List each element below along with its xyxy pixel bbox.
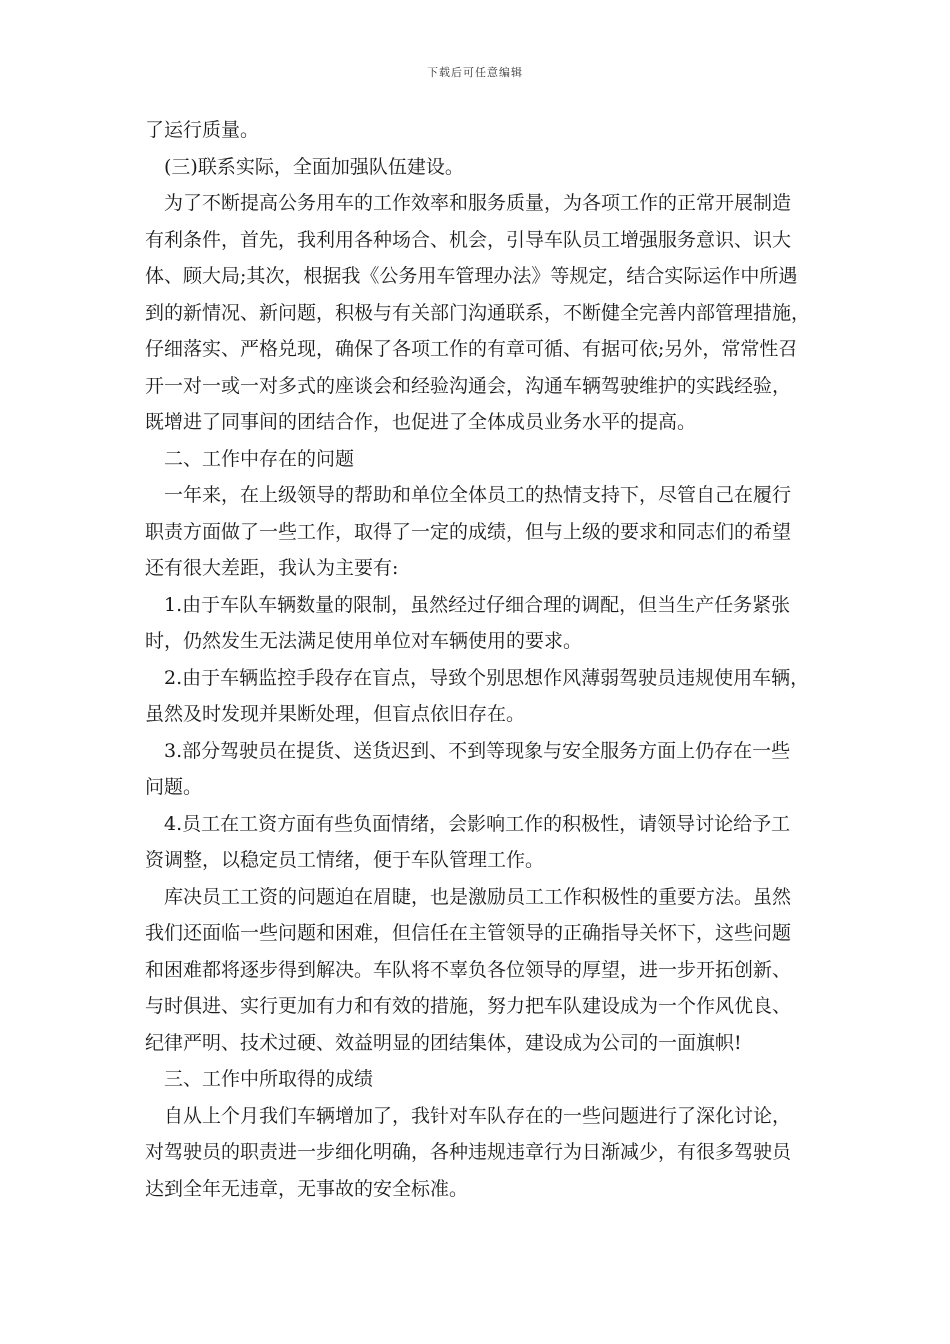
page-header: 下载后可任意编辑 — [427, 66, 523, 79]
text-line: 到的新情况、新问题，积极与有关部门沟通联系，不断健全完善内部管理措施， — [145, 301, 810, 324]
document-body — [145, 112, 810, 1207]
text-line: 仔细落实、严格兑现，确保了各项工作的有章可循、有据可依;另外，常常性召 — [145, 338, 798, 360]
text-line: 和困难都将逐步得到解决。车队将不辜负各位领导的厚望，进一步开拓创新、 — [145, 958, 792, 981]
text-line: 纪律严明、技术过硬、效益明显的团结集体，建设成为公司的一面旗帜! — [145, 1031, 742, 1054]
text-line: (三)联系实际，全面加强队伍建设。 — [164, 155, 464, 178]
text-line: 问题。 — [145, 776, 203, 798]
text-line: 虽然及时发现并果断处理，但盲点依旧存在。 — [145, 703, 526, 725]
text-line: 职责方面做了一些工作，取得了一定的成绩，但与上级的要求和同志们的希望 — [145, 520, 792, 543]
text-line: 我们还面临一些问题和困难，但信任在主管领导的正确指导关怀下，这些问题 — [145, 922, 792, 944]
text-line: 体、顾大局;其次，根据我《公务用车管理办法》等规定，结合实际运作中所遇 — [145, 265, 798, 287]
text-line: 了运行质量。 — [145, 119, 260, 141]
text-line: 一年来，在上级领导的帮助和单位全体员工的热情支持下，尽管自己在履行 — [164, 484, 792, 506]
text-line: 开一对一或一对多式的座谈会和经验沟通会，沟通车辆驾驶维护的实践经验， — [145, 374, 792, 397]
text-line: 既增进了同事间的团结合作，也促进了全体成员业务水平的提高。 — [145, 411, 697, 433]
text-line: 自从上个月我们车辆增加了，我针对车队存在的一些问题进行了深化讨论， — [164, 1104, 792, 1127]
text-line: 对驾驶员的职责进一步细化明确，各种违规违章行为日渐减少，有很多驾驶员 — [145, 1141, 792, 1163]
text-line: 库决员工工资的问题迫在眉睫，也是激励员工工作积极性的重要方法。虽然 — [164, 885, 792, 908]
text-line: 3.部分驾驶员在提货、送货迟到、不到等现象与安全服务方面上仍存在一些 — [164, 739, 791, 762]
text-line: 资调整，以稳定员工情绪，便于车队管理工作。 — [145, 849, 545, 871]
text-line: 为了不断提高公务用车的工作效率和服务质量，为各项工作的正常开展制造 — [164, 192, 792, 214]
text-line: 2.由于车辆监控手段存在盲点，导致个别思想作风薄弱驾驶员违规使用车辆， — [164, 666, 810, 689]
text-line: 还有很大差距，我认为主要有: — [145, 557, 399, 579]
text-line: 达到全年无违章，无事故的安全标准。 — [145, 1177, 469, 1200]
text-line: 4.员工在工资方面有些负面情绪，会影响工作的积极性，请领导讨论给予工 — [164, 812, 791, 835]
text-line: 时，仍然发生无法满足使用单位对车辆使用的要求。 — [145, 630, 583, 652]
text-line: 有利条件，首先，我利用各种场合、机会，引导车队员工增强服务意识、识大 — [145, 228, 792, 251]
text-line: 三、工作中所取得的成绩 — [164, 1068, 374, 1090]
text-line: 与时俱进、实行更加有力和有效的措施，努力把车队建设成为一个作风优良、 — [145, 995, 792, 1017]
text-line: 二、工作中存在的问题 — [164, 447, 355, 470]
text-line: 1.由于车队车辆数量的限制，虽然经过仔细合理的调配，但当生产任务紧张 — [164, 593, 791, 616]
